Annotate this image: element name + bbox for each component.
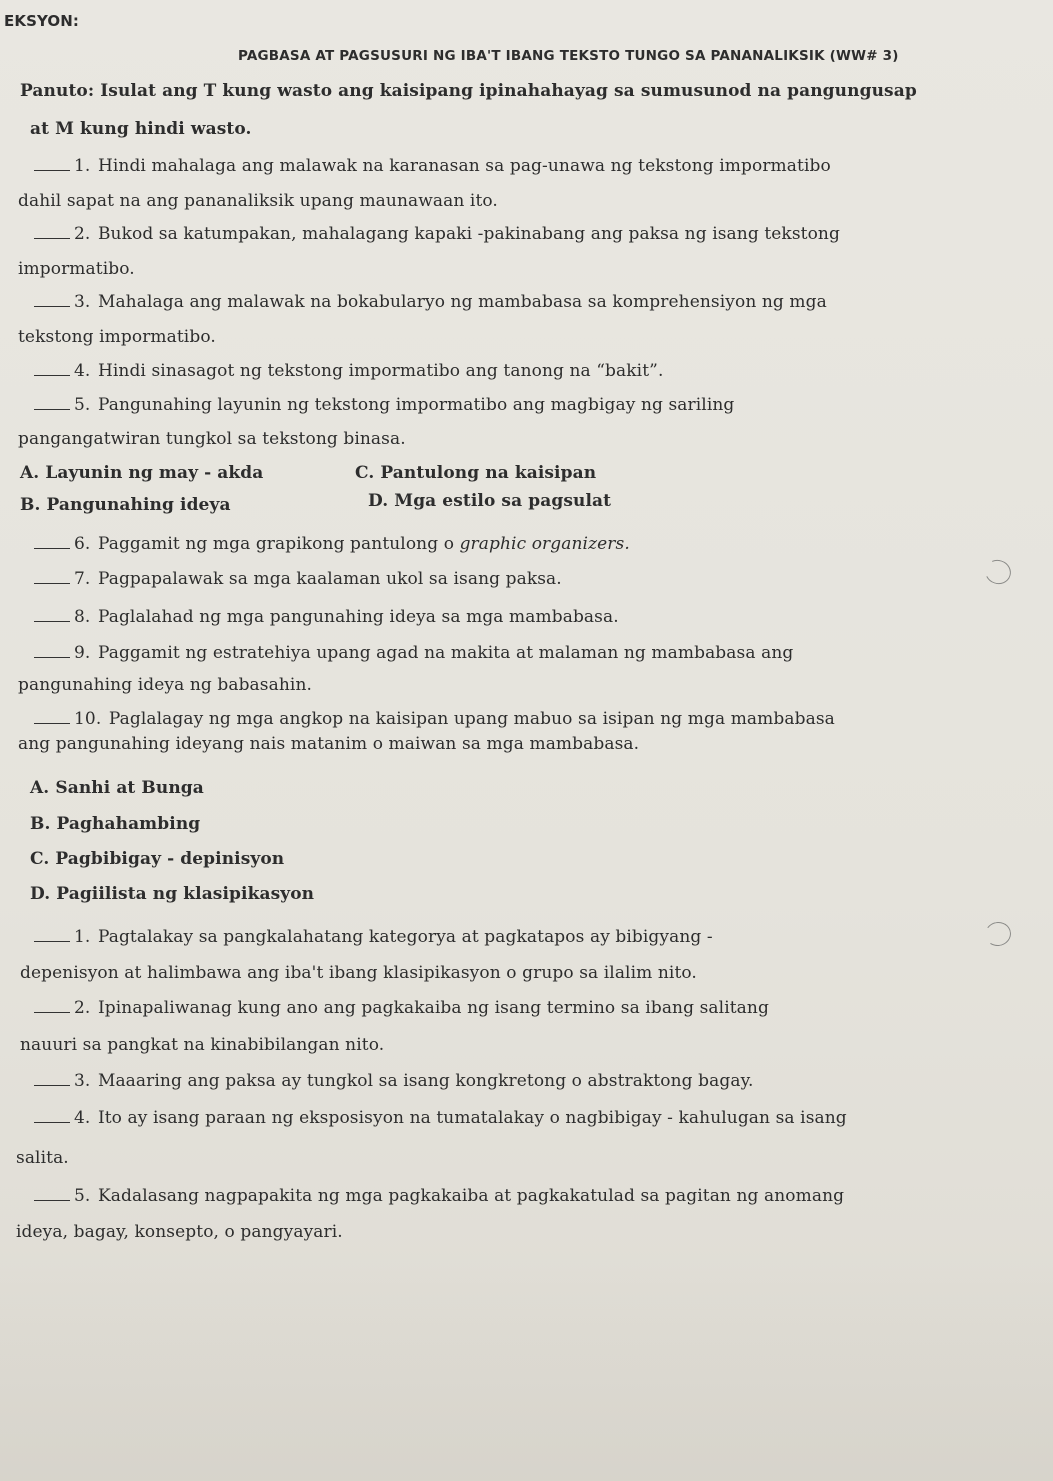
answer-blank[interactable]	[34, 1107, 70, 1123]
pencil-mark-circle	[982, 556, 1015, 587]
choice2-b: B. Paghahambing	[30, 814, 201, 834]
answer-blank[interactable]	[34, 291, 70, 307]
answer-blank[interactable]	[34, 926, 70, 942]
item-b1-line-2: depenisyon at halimbawa ang iba't ibang klasipikasyon o grupo sa ilalim nito.	[20, 963, 697, 983]
item-9-line-2: pangunahing ideya ng babasahin.	[18, 675, 312, 695]
item-2-line-2: impormatibo.	[18, 259, 135, 279]
item-4-line-1: 4. Hindi sinasagot ng tekstong impormatibo ang tanong na “bakit”.	[34, 360, 663, 382]
choice2-d: D. Pagiilista ng klasipikasyon	[30, 884, 315, 904]
instruction-line-2: at M kung hindi wasto.	[30, 119, 252, 139]
choice-a: A. Layunin ng may - akda	[20, 463, 264, 483]
answer-blank[interactable]	[34, 606, 70, 622]
item-b5-line-1: 5. Kadalasang nagpapakita ng mga pagkakaiba at pagkakatulad sa pagitan ng anomang	[34, 1185, 844, 1207]
choice2-c: C. Pagbibigay - depinisyon	[30, 849, 285, 869]
item-b5-line-2: ideya, bagay, konsepto, o pangyayari.	[16, 1222, 343, 1242]
choice-b: B. Pangunahing ideya	[20, 495, 231, 515]
item-b4-line-2: salita.	[16, 1148, 69, 1168]
item-b1-line-1: 1. Pagtalakay sa pangkalahatang kategorya at pagkatapos ay bibigyang -	[34, 926, 713, 948]
answer-blank[interactable]	[34, 1070, 70, 1086]
instruction-line-1: Panuto: Isulat ang T kung wasto ang kaisipang ipinahahayag sa sumusunod na pangungusap	[20, 81, 917, 101]
item-3-line-1: 3. Mahalaga ang malawak na bokabularyo ng mambabasa sa komprehensiyon ng mga	[34, 291, 827, 313]
pencil-mark-circle	[983, 920, 1013, 948]
answer-blank[interactable]	[34, 997, 70, 1013]
answer-blank[interactable]	[34, 394, 70, 410]
item-8-line-1: 8. Paglalahad ng mga pangunahing ideya sa mga mambabasa.	[34, 606, 619, 628]
section-label: EKSYON:	[4, 12, 80, 30]
choice2-a: A. Sanhi at Bunga	[30, 778, 204, 798]
item-7-line-1: 7. Pagpapalawak sa mga kaalaman ukol sa isang paksa.	[34, 568, 562, 590]
item-b4-line-1: 4. Ito ay isang paraan ng eksposisyon na tumatalakay o nagbibigay - kahulugan sa isang	[34, 1107, 847, 1129]
item-5-line-1: 5. Pangunahing layunin ng tekstong impormatibo ang magbigay ng sariling	[34, 394, 734, 416]
item-9-line-1: 9. Paggamit ng estratehiya upang agad na makita at malaman ng mambabasa ang	[34, 642, 793, 664]
answer-blank[interactable]	[34, 568, 70, 584]
answer-blank[interactable]	[34, 533, 70, 549]
item-b3-line-1: 3. Maaaring ang paksa ay tungkol sa isang kongkretong o abstraktong bagay.	[34, 1070, 754, 1092]
item-10-line-2: ang pangunahing ideyang nais matanim o maiwan sa mga mambabasa.	[18, 734, 640, 754]
answer-blank[interactable]	[34, 642, 70, 658]
paper-shadow	[0, 1250, 1053, 1481]
item-5-line-2: pangangatwiran tungkol sa tekstong binasa.	[18, 429, 406, 449]
answer-blank[interactable]	[34, 708, 70, 724]
choice-c: C. Pantulong na kaisipan	[355, 463, 597, 483]
answer-blank[interactable]	[34, 155, 70, 171]
choice-d: D. Mga estilo sa pagsulat	[368, 491, 612, 511]
worksheet-title: PAGBASA AT PAGSUSURI NG IBA'T IBANG TEKSTO TUNGO SA PANANALIKSIK (WW# 3)	[238, 48, 899, 64]
item-6-line-1: 6. Paggamit ng mga grapikong pantulong o graphic organizers.	[34, 533, 630, 555]
item-b2-line-2: nauuri sa pangkat na kinabibilangan nito.	[20, 1035, 385, 1055]
answer-blank[interactable]	[34, 223, 70, 239]
item-3-line-2: tekstong impormatibo.	[18, 327, 216, 347]
item-10-line-1: 10. Paglalagay ng mga angkop na kaisipan upang mabuo sa isipan ng mga mambabasa	[34, 708, 835, 730]
item-1-line-1: 1. Hindi mahalaga ang malawak na karanasan sa pag-unawa ng tekstong impormatibo	[34, 155, 831, 177]
item-1-line-2: dahil sapat na ang pananaliksik upang maunawaan ito.	[18, 191, 498, 211]
item-b2-line-1: 2. Ipinapaliwanag kung ano ang pagkakaiba ng isang termino sa ibang salitang	[34, 997, 769, 1019]
item-2-line-1: 2. Bukod sa katumpakan, mahalagang kapaki -pakinabang ang paksa ng isang tekstong	[34, 223, 840, 245]
answer-blank[interactable]	[34, 1185, 70, 1201]
answer-blank[interactable]	[34, 360, 70, 376]
